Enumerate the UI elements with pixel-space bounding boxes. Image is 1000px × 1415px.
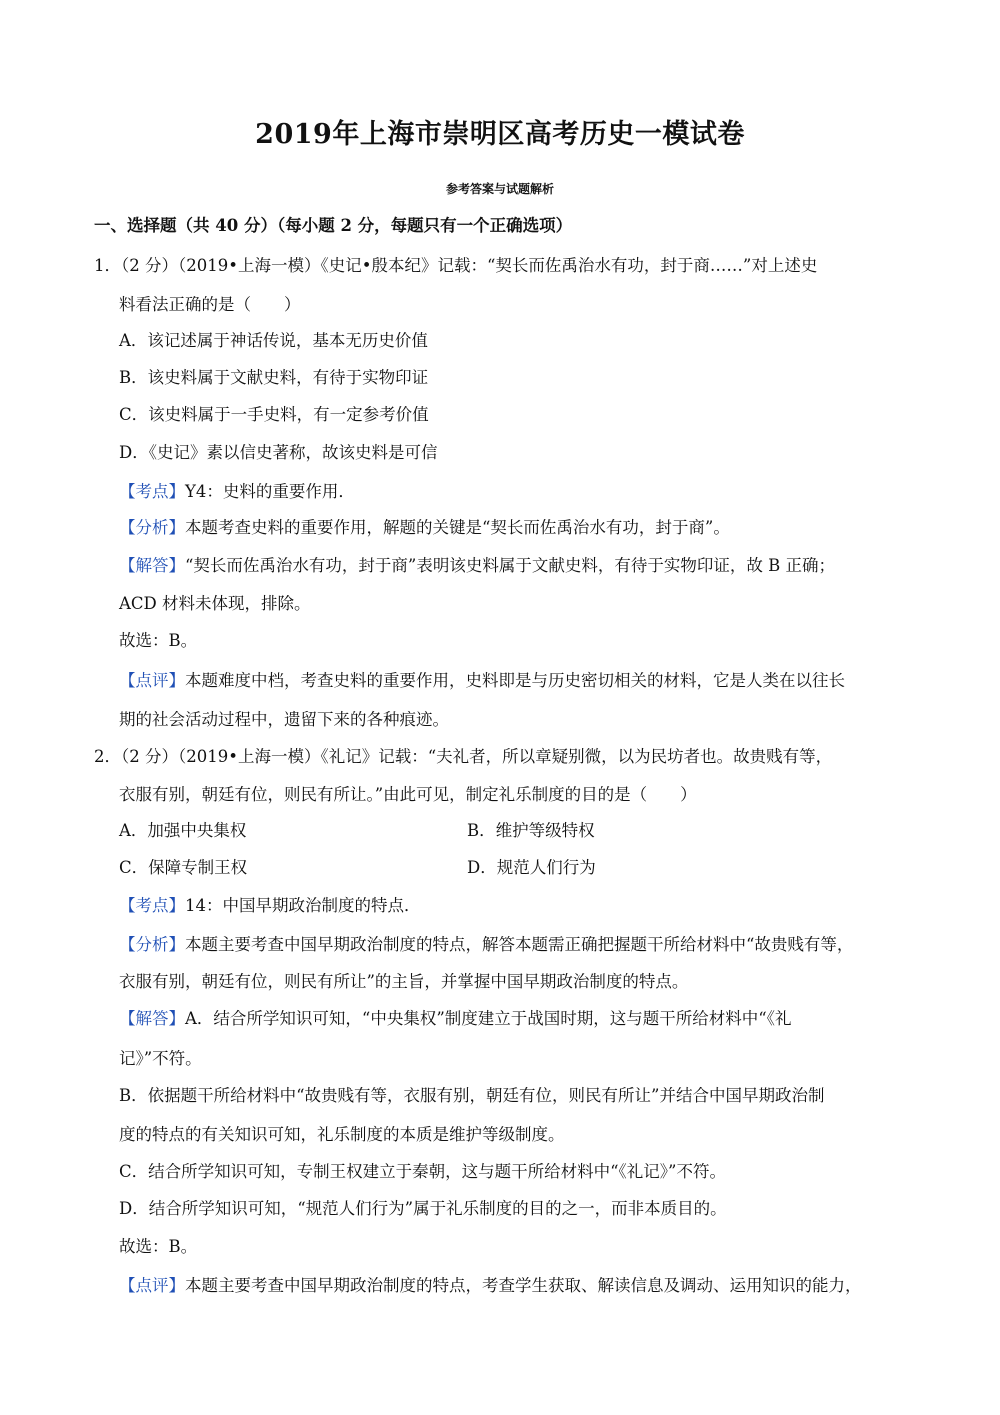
- q2-option-c: C．保障专制王权: [119, 858, 248, 877]
- fenxi-tag: 【分析】: [119, 518, 185, 537]
- q2-jieda-line2: 记》”不符。: [119, 1049, 202, 1068]
- q1-fenxi: [119, 514, 730, 538]
- kaodian-tag: 【考点】: [119, 896, 185, 915]
- dianping-tag: 【点评】: [119, 671, 185, 690]
- q2-stem-line2: 衣服有别，朝廷有位，则民有所让。”由此可见，制定礼乐制度的目的是（ ）: [119, 785, 697, 804]
- section-heading: 一、选择题（共 40 分）（每小题 2 分，每题只有一个正确选项）: [94, 216, 573, 235]
- q1-option-a: A．该记述属于神话传说，基本无历史价值: [119, 331, 428, 350]
- q1-option-d: D．《史记》素以信史著称，故该史料是可信: [119, 443, 438, 462]
- q2-fenxi: [119, 931, 853, 955]
- q1-jieda-line2: ACD 材料未体现，排除。: [119, 594, 311, 613]
- q2-kaodian-text: 14：中国早期政治制度的特点．: [185, 896, 421, 915]
- q2-dianping: [119, 1272, 862, 1296]
- jieda-tag: 【解答】: [119, 1009, 185, 1028]
- q2-answer: 故选：B。: [119, 1237, 198, 1256]
- q2-fenxi-line2: 衣服有别，朝廷有位，则民有所让”的主旨，并掌握中国早期政治制度的特点。: [119, 972, 689, 991]
- fenxi-tag: 【分析】: [119, 935, 185, 954]
- q1-option-b: B．该史料属于文献史料，有待于实物印证: [119, 368, 429, 387]
- q1-option-c: C．该史料属于一手史料，有一定参考价值: [119, 405, 429, 424]
- q2-stem-line1: 2．（2 分）（2019•上海一模）《礼记》记载：“夫礼者，所以章疑别微，以为民坊者也。故贵贱有等，: [94, 747, 833, 766]
- q1-kaodian: [119, 478, 355, 502]
- page-subtitle: 参考答案与试题解析: [445, 182, 554, 196]
- kaodian-tag: 【考点】: [119, 482, 185, 501]
- dianping-tag: 【点评】: [119, 1276, 185, 1295]
- q1-kaodian-text: Y4：史料的重要作用．: [185, 482, 355, 501]
- q1-fenxi-text: 本题考查史料的重要作用，解题的关键是“契长而佐禹治水有功，封于商”。: [185, 518, 730, 537]
- q2-kaodian: [119, 892, 421, 916]
- q1-jieda-text: “契长而佐禹治水有功，封于商”表明该史料属于文献史料，有待于实物印证，故 B 正确；: [185, 556, 835, 575]
- q1-dianping-line2: 期的社会活动过程中，遗留下来的各种痕迹。: [119, 710, 449, 729]
- q2-fenxi-text: 本题主要考查中国早期政治制度的特点，解答本题需正确把握题干所给材料中“故贵贱有等，: [185, 935, 854, 954]
- q1-jieda: [119, 552, 835, 576]
- q2-jieda-line3: B．依据题干所给材料中“故贵贱有等，衣服有别，朝廷有位，则民有所让”并结合中国早期政治制: [119, 1086, 825, 1105]
- q2-jieda-line5: C．结合所学知识可知，专制王权建立于秦朝，这与题干所给材料中“《礼记》”不符。: [119, 1162, 726, 1181]
- jieda-tag: 【解答】: [119, 556, 185, 575]
- q2-jieda-line6: D．结合所学知识可知，“规范人们行为”属于礼乐制度的目的之一，而非本质目的。: [119, 1199, 727, 1218]
- q2-jieda-text: A．结合所学知识可知，“中央集权”制度建立于战国时期，这与题干所给材料中“《礼: [185, 1009, 792, 1028]
- q1-answer: 故选：B。: [119, 631, 198, 650]
- q1-stem-line1: 1．（2 分）（2019•上海一模）《史记•殷本纪》记载：“契长而佐禹治水有功，封于商……”对上述史: [94, 256, 818, 275]
- q2-option-b: B．维护等级特权: [467, 821, 595, 840]
- q2-option-d: D．规范人们行为: [467, 858, 596, 877]
- q2-jieda: [119, 1005, 791, 1029]
- q2-dianping-text: 本题主要考查中国早期政治制度的特点，考查学生获取、解读信息及调动、运用知识的能力，: [185, 1276, 862, 1295]
- q2-option-a: A．加强中央集权: [119, 821, 247, 840]
- page-title: 2019年上海市崇明区高考历史一模试卷: [255, 119, 745, 150]
- q1-dianping: [119, 667, 845, 691]
- q1-stem-line2: 料看法正确的是（ ）: [119, 295, 301, 314]
- q2-jieda-line4: 度的特点的有关知识可知，礼乐制度的本质是维护等级制度。: [119, 1125, 565, 1144]
- q1-dianping-text: 本题难度中档，考查史料的重要作用，史料即是与历史密切相关的材料，它是人类在以往长: [185, 671, 845, 690]
